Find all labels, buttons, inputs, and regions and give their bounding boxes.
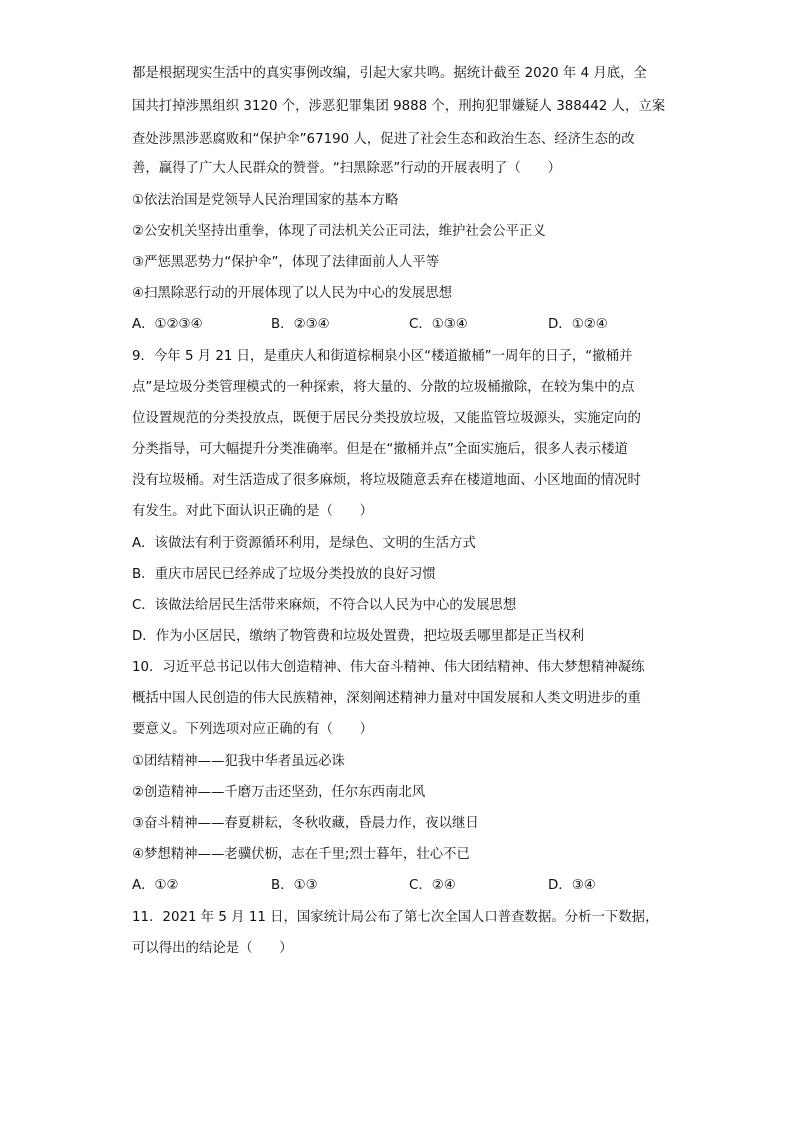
q9-stem-line: 有发生。对此下面认识正确的是（ ）	[132, 504, 374, 519]
q10-statement-1: ①团结精神——犯我中华者虽远必诛	[132, 754, 345, 769]
q9-stem-line: 没有垃圾桶。对生活造成了很多麻烦，将垃圾随意丢弃在楼道地面、小区地面的情况时	[132, 473, 641, 488]
q9-stem-line: 位设置规范的分类投放点，既便于居民分类投放垃圾，又能监管垃圾源头，实施定向的	[132, 411, 641, 426]
q10-choice-c[interactable]: C．②④	[409, 878, 456, 893]
q11-stem-line: 11．2021 年 5 月 11 日，国家统计局公布了第七次全国人口普查数据。分析一下数据，	[132, 910, 659, 925]
q10-statement-3: ③奋斗精神——春夏耕耘，冬秋收藏，昏晨力作，夜以继日	[132, 816, 479, 831]
q8-statement-3: ③严惩黑恶势力“保护伞”，体现了法律面前人人平等	[132, 255, 440, 270]
q9-option-c[interactable]: C．该做法给居民生活带来麻烦，不符合以人民为中心的发展思想	[132, 598, 517, 613]
q9-option-d[interactable]: D．作为小区居民，缴纳了物管费和垃圾处置费，把垃圾丢哪里都是正当权利	[132, 629, 585, 644]
q10-choice-b[interactable]: B．①③	[271, 878, 318, 893]
q10-stem-line: 要意义。下列选项对应正确的有（ ）	[132, 722, 374, 737]
q8-choice-d[interactable]: D．①②④	[548, 317, 608, 332]
q8-choice-b[interactable]: B．②③④	[271, 317, 330, 332]
q8-choice-c[interactable]: C．①③④	[409, 317, 468, 332]
q8-passage-line: 都是根据现实生活中的真实事例改编，引起大家共鸣。据统计截至 2020 年 4 月底，全	[132, 66, 647, 81]
q8-statement-2: ②公安机关坚持出重拳，体现了司法机关公正司法，维护社会公平正义	[132, 224, 546, 239]
q10-stem-line: 10．习近平总书记以伟大创造精神、伟大奋斗精神、伟大团结精神、伟大梦想精神凝练	[132, 660, 645, 675]
q8-statement-4: ④扫黑除恶行动的开展体现了以人民为中心的发展思想	[132, 286, 452, 301]
q8-statement-1: ①依法治国是党领导人民治理国家的基本方略	[132, 193, 399, 208]
q9-option-a[interactable]: A．该做法有利于资源循环利用，是绿色、文明的生活方式	[132, 536, 476, 551]
q9-stem-line: 9．今年 5 月 21 日，是重庆人和街道棕桐泉小区“楼道撤桶”一周年的日子，“撤桶并	[132, 349, 633, 364]
q8-choice-a[interactable]: A．①②③④	[132, 317, 203, 332]
q10-choice-a[interactable]: A．①②	[132, 878, 179, 893]
q9-stem-line: 点”是垃圾分类管理模式的一种探索，将大量的、分散的垃圾桶撤除，在较为集中的点	[132, 380, 635, 395]
q10-statement-4: ④梦想精神——老骥伏枥，志在千里;烈士暮年，壮心不已	[132, 847, 470, 862]
q10-stem-line: 概括中国人民创造的伟大民族精神，深刻阐述精神力量对中国发展和人类文明进步的重	[132, 691, 641, 706]
q10-choice-d[interactable]: D．③④	[548, 878, 596, 893]
q8-passage-line: 查处涉黑涉恶腐败和“保护伞”67190 人，促进了社会生态和政治生态、经济生态的改	[132, 132, 635, 147]
q9-stem-line: 分类指导，可大幅提升分类准确率。但是在“撤桶并点”全面实施后，很多人表示楼道	[132, 442, 628, 457]
q10-statement-2: ②创造精神——千磨万击还坚劲，任尔东西南北风	[132, 785, 426, 800]
q9-option-b[interactable]: B．重庆市居民已经养成了垃圾分类投放的良好习惯	[132, 567, 436, 582]
q8-passage-line: 国共打掉涉黑组织 3120 个，涉恶犯罪集团 9888 个，刑拘犯罪嫌疑人 388442 人，立案	[132, 99, 666, 114]
q11-stem-line: 可以得出的结论是（ ）	[132, 941, 293, 956]
q8-stem-line: 善，赢得了广大人民群众的赞誉。“扫黑除恶”行动的开展表明了（ ）	[132, 161, 561, 176]
